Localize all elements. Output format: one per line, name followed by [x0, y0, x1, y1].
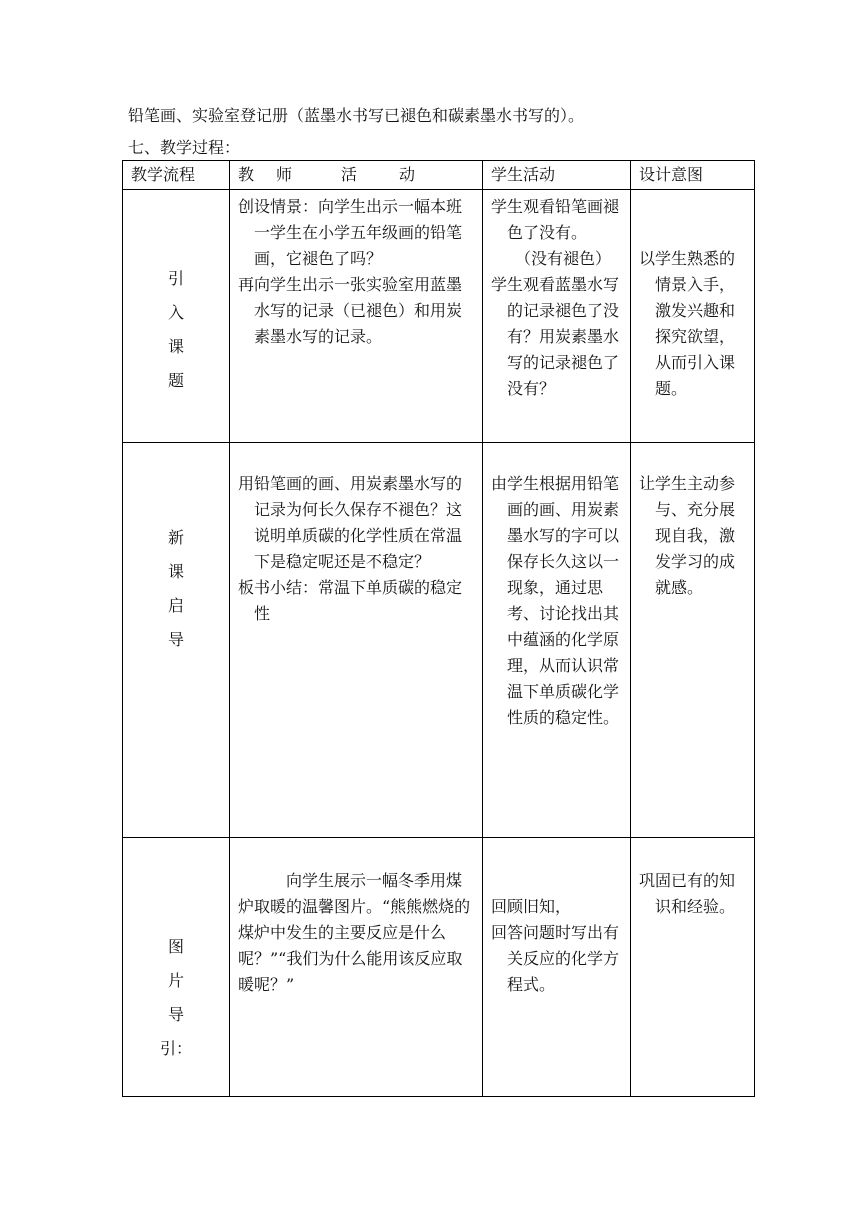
stage-char: 片: [167, 971, 184, 990]
stage-cell: [123, 443, 230, 838]
lesson-process-table: [122, 160, 755, 1097]
header-student: 学生活动: [483, 161, 631, 190]
stage-char: 课: [167, 562, 184, 581]
teacher-activity-text: 再向学生出示一张实验室用蓝墨水写的记录（已褪色）和用炭素墨水写的记录。: [238, 275, 463, 346]
header-teacher-char: 动: [399, 165, 416, 184]
student-activity-text: （没有褪色）: [515, 249, 612, 268]
stage-label: [123, 838, 229, 1066]
teacher-activity-cell: [230, 838, 483, 1097]
stage-char: 引: [167, 269, 184, 288]
table-row: [123, 190, 755, 443]
header-teacher-char: 师: [276, 165, 293, 184]
stage-char: 导: [167, 630, 184, 649]
table-row: [123, 443, 755, 838]
header-teacher-char: 教: [238, 165, 255, 184]
student-activity-text: 学生观看蓝墨水写的记录褪色了没有？用炭素墨水写的记录褪色了没有？: [491, 275, 620, 398]
table-row: [123, 838, 755, 1097]
stage-label: [123, 443, 229, 657]
student-activity-cell: [483, 838, 631, 1097]
student-activity-text: 回顾旧知，: [491, 897, 572, 916]
stage-char: 新: [167, 528, 184, 547]
header-teacher-char: 活: [341, 165, 358, 184]
teacher-activity-cell: [230, 443, 483, 838]
stage-char: 入: [167, 303, 184, 322]
header-teacher: [230, 161, 483, 190]
design-intent-cell: [631, 190, 755, 443]
teacher-activity-text: 用铅笔画的画、用炭素墨水写的记录为何长久保存不褪色？这说明单质碳的化学性质在常温下是稳定呢还是不稳定？: [238, 474, 463, 571]
table-header-row: [123, 161, 755, 190]
stage-char: 题: [167, 371, 184, 390]
teacher-activity-text: 板书小结：常温下单质碳的稳定性: [238, 578, 463, 623]
stage-label: [123, 190, 229, 398]
student-activity-text: 回答问题时写出有关反应的化学方程式。: [491, 923, 620, 994]
student-activity-cell: [483, 190, 631, 443]
design-intent-cell: [631, 443, 755, 838]
design-intent-text: 让学生主动参与、充分展现自我，激发学习的成就感。: [639, 474, 736, 597]
header-intent: 设计意图: [631, 161, 755, 190]
stage-char: 启: [167, 596, 184, 615]
student-activity-text: 学生观看铅笔画褪色了没有。: [491, 197, 620, 242]
student-activity-text: 由学生根据用铅笔画的画、用炭素墨水写的字可以保存长久这以一现象，通过思考、讨论找出其中蕴涵的化学原理，从而认识常温下单质碳化学性质的稳定性。: [491, 474, 620, 727]
intro-line: 铅笔画、实验室登记册（蓝墨水书写已褪色和碳素墨水书写的）。: [128, 106, 585, 125]
stage-char: 引：: [159, 1039, 192, 1058]
header-flow: 教学流程: [123, 161, 230, 190]
teacher-activity-cell: [230, 190, 483, 443]
stage-cell: [123, 838, 230, 1097]
teacher-activity-text: 向学生展示一幅冬季用煤炉取暖的温馨图片。“熊熊燃烧的煤炉中发生的主要反应是什么呢？”“我们为什么能用该反应取暖呢？”: [238, 871, 471, 994]
stage-char: 课: [167, 337, 184, 356]
design-intent-text: 巩固已有的知识和经验。: [639, 871, 736, 916]
design-intent-text: 以学生熟悉的情景入手，激发兴趣和探究欲望，从而引入课题。: [639, 249, 736, 398]
stage-char: 图: [167, 937, 184, 956]
stage-char: 导: [167, 1005, 184, 1024]
teacher-activity-text: 创设情景：向学生出示一幅本班一学生在小学五年级画的铅笔画，它褪色了吗？: [238, 197, 463, 268]
design-intent-cell: [631, 838, 755, 1097]
section-heading: 七、教学过程：: [128, 138, 241, 157]
student-activity-cell: [483, 443, 631, 838]
stage-cell: [123, 190, 230, 443]
